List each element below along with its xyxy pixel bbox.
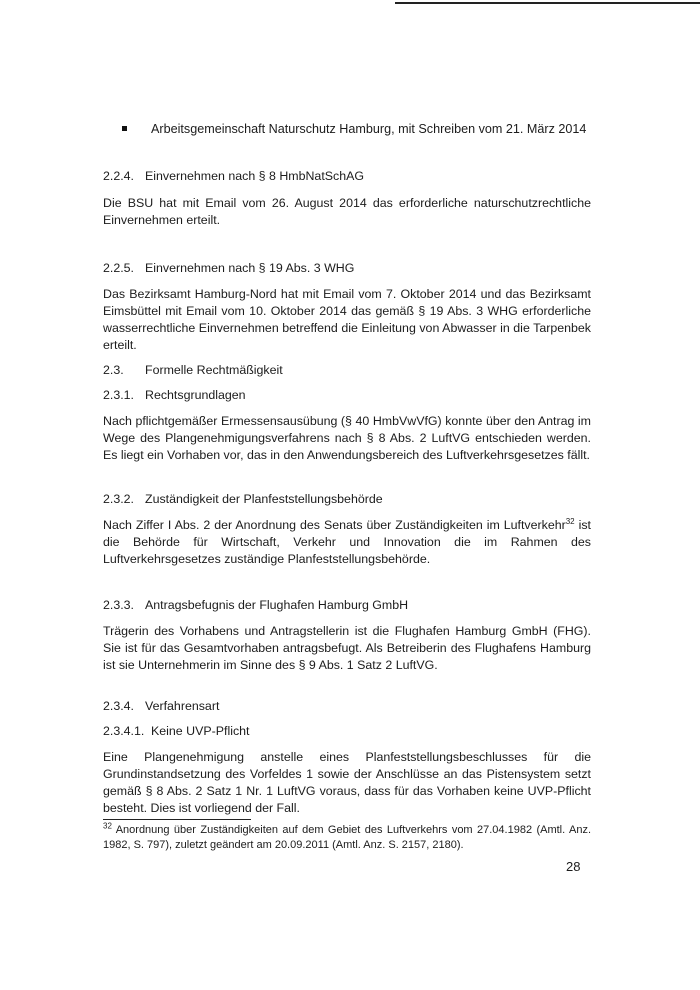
- section-number: 2.3.4.: [103, 699, 135, 713]
- footnote-reference: 32: [565, 516, 575, 526]
- footnote: [103, 823, 591, 853]
- section-title: Antragsbefugnis der Flughafen Hamburg GmbH: [145, 598, 409, 612]
- footnote-number: 32: [103, 821, 112, 831]
- section-title: Einvernehmen nach § 8 HmbNatSchAG: [145, 169, 365, 183]
- section-title: Verfahrensart: [145, 699, 220, 713]
- section-heading-2-3-2: [103, 491, 591, 508]
- bullet-item: Arbeitsgemeinschaft Naturschutz Hamburg, mit Schreiben vom 21. März 2014: [151, 122, 587, 136]
- section-paragraph-2-3-2: [103, 517, 591, 568]
- section-paragraph-2-2-5: Das Bezirksamt Hamburg-Nord hat mit Email vom 7. Oktober 2014 und das Bezirksamt Eimsbüttel mit Email vom 10. Oktober 2014 das gemäß § 19 Abs. 3 WHG erforderliche wasserrechtliche Einvernehmen betreffend die Einleitung von Abwasser in die Tarpenbek erteilt.: [103, 287, 591, 352]
- section-heading-2-2-5: [103, 260, 591, 277]
- scan-edge-line: [395, 2, 700, 4]
- section-heading-2-3: [103, 362, 591, 379]
- section-number: 2.2.4.: [103, 169, 135, 183]
- footnote-text: Anordnung über Zuständigkeiten auf dem Gebiet des Luftverkehrs vom 27.04.1982 (Amtl. Anz. 1982, S. 797), zuletzt geändert am 20.09.2011 (Amtl. Anz. S. 2157, 2180).: [103, 824, 591, 851]
- page-number: 28: [566, 859, 581, 874]
- section-title: Zuständigkeit der Planfeststellungsbehörde: [145, 492, 383, 506]
- section-paragraph-2-3-4-1: Eine Plangenehmigung anstelle eines Planfeststellungsbeschlusses für die Grundinstandsetzung des Vorfeldes 1 sowie der Anschlüsse an das Pistensystem setzt gemäß § 8 Abs. 2 Satz 1 Nr. 1 LuftVG voraus, dass für das Vorhaben keine UVP-Pflicht besteht. Dies ist vorliegend der Fall.: [103, 750, 591, 815]
- section-heading-2-3-1: [103, 387, 591, 404]
- paragraph-text: ist die Behörde für Wirtschaft, Verkehr und Innovation die im Rahmen des Luftverkehrsgesetzes zuständige Planfeststellungsbehörde.: [103, 518, 591, 566]
- section-number: 2.3.3.: [103, 598, 135, 612]
- section-title: Einvernehmen nach § 19 Abs. 3 WHG: [145, 261, 355, 275]
- section-heading-2-2-4: [103, 168, 591, 185]
- section-number: 2.3.2.: [103, 492, 135, 506]
- section-heading-2-3-4: [103, 698, 591, 715]
- section-number: 2.3.4.1.: [103, 724, 145, 738]
- section-number: 2.3.: [103, 363, 124, 377]
- section-paragraph-2-3-1: Nach pflichtgemäßer Ermessensausübung (§ 40 HmbVwVfG) konnte über den Antrag im Wege des Plangenehmigungsverfahrens nach § 8 Abs. 2 LuftVG entschieden werden. Es liegt ein Vorhaben vor, das in den Anwendungsbereich des Luftverkehrsgesetzes fällt.: [103, 414, 591, 462]
- footnote-rule: [103, 819, 251, 820]
- section-paragraph-2-2-4: Die BSU hat mit Email vom 26. August 2014 das erforderliche naturschutzrechtliche Einvernehmen erteilt.: [103, 196, 591, 227]
- section-title: Keine UVP-Pflicht: [151, 724, 250, 738]
- section-number: 2.2.5.: [103, 261, 135, 275]
- paragraph-text: Nach Ziffer I Abs. 2 der Anordnung des Senats über Zuständigkeiten im Luftverkehr: [103, 518, 566, 532]
- section-heading-2-3-3: [103, 597, 591, 614]
- section-title: Formelle Rechtmäßigkeit: [145, 363, 283, 377]
- section-paragraph-2-3-3: Trägerin des Vorhabens und Antragstellerin ist die Flughafen Hamburg GmbH (FHG). Sie ist für das Gesamtvorhaben antragsbefugt. Als Betreiberin des Flughafens Hamburg ist sie Unternehmerin im Sinne des § 9 Abs. 1 Satz 2 LuftVG.: [103, 624, 591, 672]
- section-title: Rechtsgrundlagen: [145, 388, 246, 402]
- bullet-marker: [122, 126, 127, 131]
- section-heading-2-3-4-1: [103, 723, 591, 740]
- section-number: 2.3.1.: [103, 388, 135, 402]
